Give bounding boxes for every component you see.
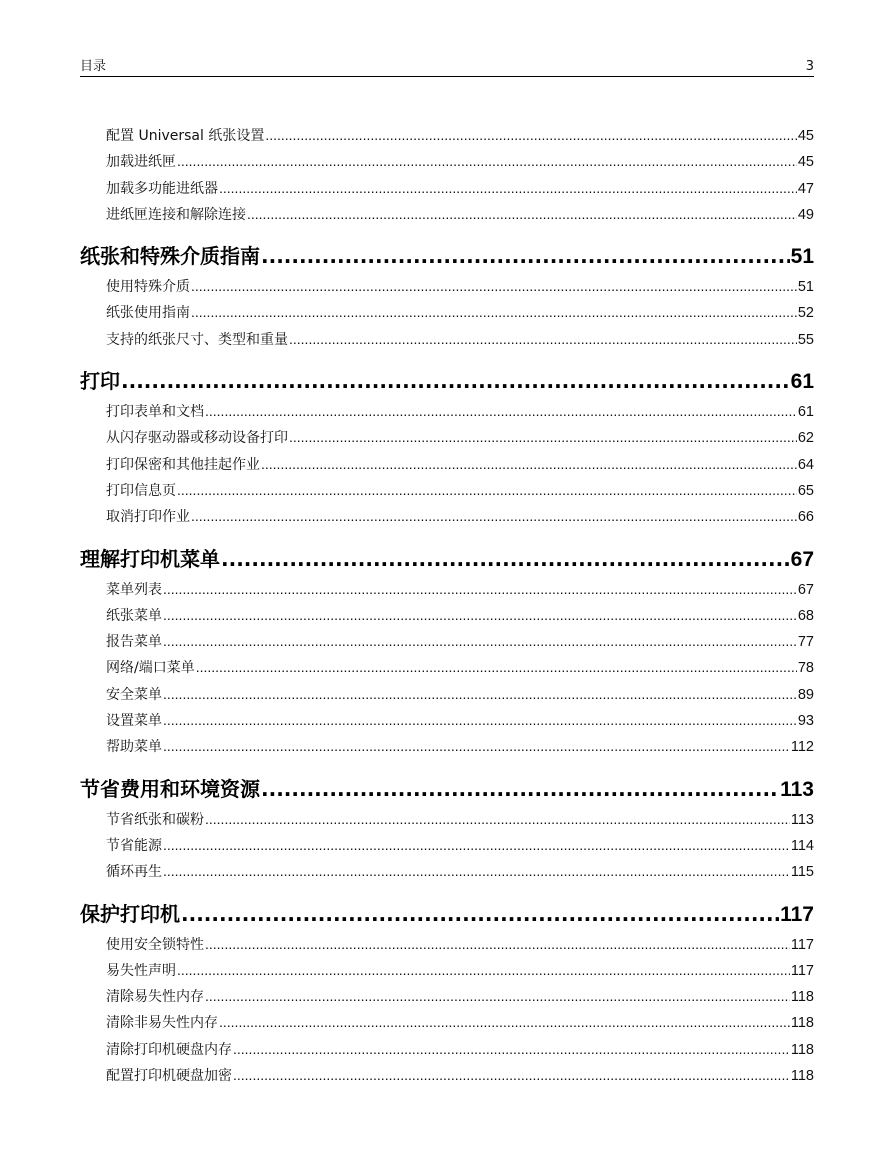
toc-entry-page-number: 113 xyxy=(780,777,814,801)
toc-section-entry[interactable] xyxy=(80,681,814,707)
dot-leader xyxy=(163,602,797,628)
dot-leader xyxy=(261,772,779,806)
toc-entry-title: 打印保密和其他挂起作业 xyxy=(106,456,260,473)
toc-chapter-entry[interactable] xyxy=(80,364,814,398)
toc-entry-title: 打印信息页 xyxy=(106,482,176,499)
toc-entry-title: 清除非易失性内存 xyxy=(106,1015,218,1032)
toc-entry-title: 循环再生 xyxy=(106,864,162,881)
dot-leader xyxy=(163,681,797,707)
toc-section-entry[interactable] xyxy=(80,201,814,227)
toc-entry-title: 配置打印机硬盘加密 xyxy=(106,1068,232,1085)
toc-entry-page-number: 67 xyxy=(797,581,814,598)
toc-entry-page-number: 51 xyxy=(797,279,814,296)
toc-section-entry[interactable] xyxy=(80,175,814,201)
toc-entry-page-number: 45 xyxy=(797,154,814,171)
toc-section-entry[interactable] xyxy=(80,628,814,654)
toc-entry-page-number: 61 xyxy=(797,404,814,421)
toc-section-entry[interactable] xyxy=(80,957,814,983)
toc-entry-page-number: 61 xyxy=(790,370,814,394)
toc-section-entry[interactable] xyxy=(80,122,814,148)
toc-entry-title: 使用特殊介质 xyxy=(106,279,190,296)
toc-entry-title: 从闪存驱动器或移动设备打印 xyxy=(106,430,288,447)
dot-leader xyxy=(191,273,797,299)
dot-leader xyxy=(163,832,790,858)
toc-entry-page-number: 45 xyxy=(797,128,814,144)
toc-entry-page-number: 89 xyxy=(797,686,814,703)
toc-entry-page-number: 117 xyxy=(790,962,814,979)
dot-leader xyxy=(163,628,797,654)
page-header xyxy=(80,58,814,77)
dot-leader xyxy=(289,326,797,352)
dot-leader xyxy=(233,1062,790,1088)
toc-entry-title: 打印表单和文档 xyxy=(106,404,204,421)
toc-entry-title: 节省纸张和碳粉 xyxy=(106,811,204,828)
dot-leader xyxy=(177,957,790,983)
dot-leader xyxy=(205,983,790,1009)
toc-entry-page-number: 93 xyxy=(797,713,814,730)
toc-entry-title: 进纸匣连接和解除连接 xyxy=(106,206,246,223)
toc-entry-title: 节省费用和环境资源 xyxy=(80,776,260,801)
dot-leader xyxy=(191,503,797,529)
toc-entry-title: 设置菜单 xyxy=(106,713,162,730)
dot-leader xyxy=(121,364,790,398)
toc-entry-title: 网络/端口菜单 xyxy=(106,660,195,677)
toc-section-entry[interactable] xyxy=(80,931,814,957)
toc-entry-title: 安全菜单 xyxy=(106,686,162,703)
toc-entry-title: 纸张和特殊介质指南 xyxy=(80,244,260,269)
toc-entry-title: 取消打印作业 xyxy=(106,509,190,526)
dot-leader xyxy=(219,175,797,201)
table-of-contents xyxy=(80,122,814,1088)
dot-leader xyxy=(233,1036,790,1062)
toc-section-entry[interactable] xyxy=(80,654,814,680)
toc-entry-title: 清除打印机硬盘内存 xyxy=(106,1041,232,1058)
toc-entry-page-number: 47 xyxy=(797,180,814,197)
toc-section-entry[interactable] xyxy=(80,832,814,858)
dot-leader xyxy=(261,451,797,477)
toc-section-entry[interactable] xyxy=(80,299,814,325)
toc-chapter-entry[interactable] xyxy=(80,897,814,931)
toc-entry-title: 清除易失性内存 xyxy=(106,989,204,1006)
toc-entry-page-number: 49 xyxy=(797,206,814,223)
toc-section-entry[interactable] xyxy=(80,148,814,174)
toc-entry-title: 配置 Universal 纸张设置 xyxy=(106,128,265,144)
dot-leader xyxy=(163,733,790,759)
toc-entry-title: 理解打印机菜单 xyxy=(80,546,220,571)
toc-entry-page-number: 77 xyxy=(797,634,814,651)
toc-section-entry[interactable] xyxy=(80,503,814,529)
toc-entry-title: 加载多功能进纸器 xyxy=(106,180,218,197)
toc-entry-title: 报告菜单 xyxy=(106,634,162,651)
dot-leader xyxy=(289,424,797,450)
toc-entry-page-number: 64 xyxy=(797,456,814,473)
dot-leader xyxy=(247,201,797,227)
dot-leader xyxy=(177,148,797,174)
toc-entry-title: 使用安全锁特性 xyxy=(106,936,204,953)
toc-entry-title: 保护打印机 xyxy=(80,901,180,926)
dot-leader xyxy=(196,654,797,680)
dot-leader xyxy=(205,931,790,957)
dot-leader xyxy=(265,122,797,148)
dot-leader xyxy=(221,542,790,576)
toc-entry-title: 支持的纸张尺寸、类型和重量 xyxy=(106,331,288,348)
toc-section-entry[interactable] xyxy=(80,806,814,832)
toc-entry-page-number: 78 xyxy=(797,660,814,677)
toc-section-entry[interactable] xyxy=(80,451,814,477)
toc-entry-page-number: 62 xyxy=(797,430,814,447)
dot-leader xyxy=(205,806,790,832)
toc-chapter-entry[interactable] xyxy=(80,542,814,576)
toc-entry-page-number: 51 xyxy=(790,245,814,269)
toc-entry-page-number: 68 xyxy=(797,607,814,624)
header-page-number: 3 xyxy=(805,59,814,74)
toc-entry-page-number: 113 xyxy=(790,811,814,828)
toc-entry-page-number: 114 xyxy=(790,837,814,854)
toc-section-entry[interactable] xyxy=(80,1036,814,1062)
dot-leader xyxy=(163,858,790,884)
toc-entry-title: 打印 xyxy=(80,369,120,394)
toc-section-entry[interactable] xyxy=(80,477,814,503)
toc-section-entry[interactable] xyxy=(80,273,814,299)
header-title: 目录 xyxy=(80,59,107,74)
toc-entry-page-number: 67 xyxy=(790,547,814,571)
toc-entry-page-number: 115 xyxy=(790,864,814,881)
toc-entry-title: 纸张使用指南 xyxy=(106,305,190,322)
toc-entry-title: 节省能源 xyxy=(106,837,162,854)
toc-section-entry[interactable] xyxy=(80,733,814,759)
toc-entry-page-number: 117 xyxy=(790,936,814,953)
toc-entry-title: 菜单列表 xyxy=(106,581,162,598)
dot-leader xyxy=(205,398,797,424)
toc-entry-page-number: 55 xyxy=(797,331,814,348)
toc-section-entry[interactable] xyxy=(80,983,814,1009)
toc-entry-page-number: 117 xyxy=(780,902,814,926)
toc-section-entry[interactable] xyxy=(80,424,814,450)
toc-entry-page-number: 66 xyxy=(797,509,814,526)
toc-section-entry[interactable] xyxy=(80,858,814,884)
dot-leader xyxy=(191,299,797,325)
toc-chapter-entry[interactable] xyxy=(80,772,814,806)
toc-section-entry[interactable] xyxy=(80,602,814,628)
toc-section-entry[interactable] xyxy=(80,1009,814,1035)
toc-entry-page-number: 118 xyxy=(790,1015,814,1032)
toc-entry-page-number: 52 xyxy=(797,305,814,322)
toc-entry-page-number: 112 xyxy=(790,739,814,756)
toc-section-entry[interactable] xyxy=(80,576,814,602)
toc-section-entry[interactable] xyxy=(80,398,814,424)
toc-entry-page-number: 65 xyxy=(797,482,814,499)
dot-leader xyxy=(261,239,790,273)
toc-chapter-entry[interactable] xyxy=(80,239,814,273)
toc-entry-title: 帮助菜单 xyxy=(106,739,162,756)
dot-leader xyxy=(163,707,797,733)
toc-entry-title: 纸张菜单 xyxy=(106,607,162,624)
toc-entry-title: 加载进纸匣 xyxy=(106,154,176,171)
dot-leader xyxy=(163,576,797,602)
dot-leader xyxy=(219,1009,790,1035)
toc-entry-page-number: 118 xyxy=(790,1041,814,1058)
dot-leader xyxy=(181,897,779,931)
dot-leader xyxy=(177,477,797,503)
toc-section-entry[interactable] xyxy=(80,326,814,352)
toc-entry-page-number: 118 xyxy=(790,989,814,1006)
toc-entry-title: 易失性声明 xyxy=(106,962,176,979)
toc-section-entry[interactable] xyxy=(80,707,814,733)
toc-section-entry[interactable] xyxy=(80,1062,814,1088)
toc-entry-page-number: 118 xyxy=(790,1068,814,1085)
